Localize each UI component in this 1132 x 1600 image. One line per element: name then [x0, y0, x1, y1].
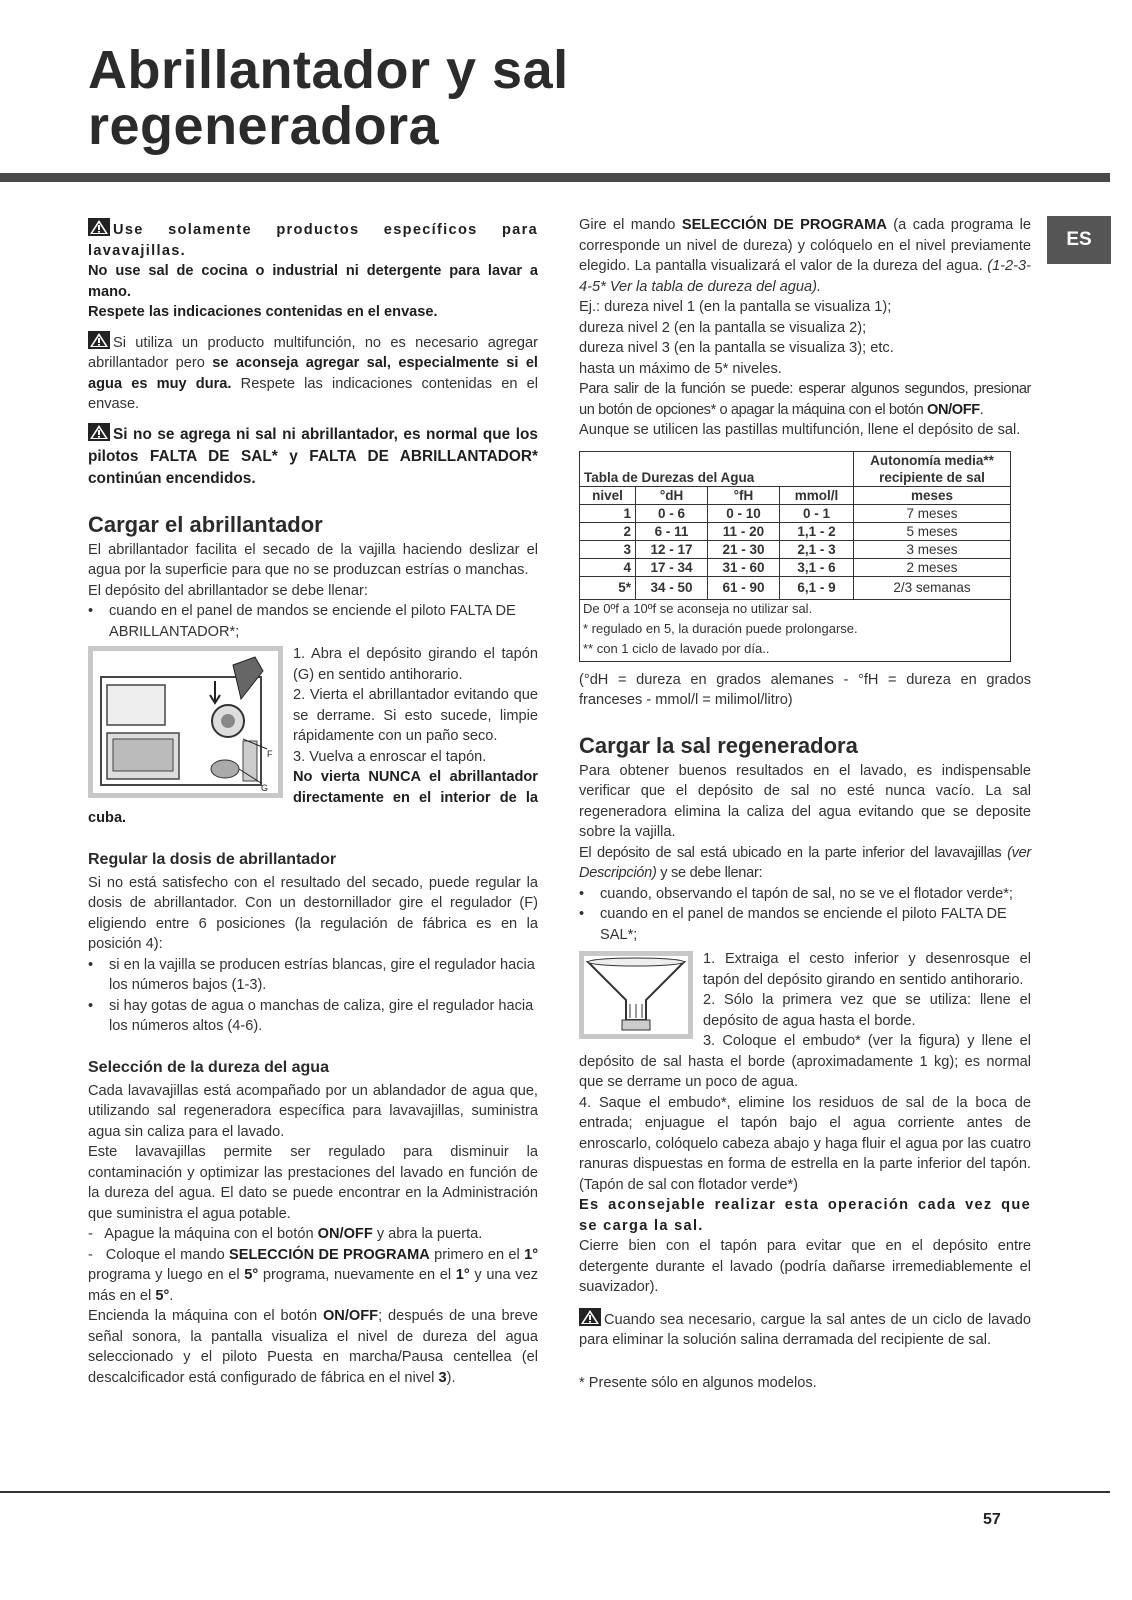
list-item: • cuando en el panel de mandos se enciende el piloto FALTA DE ABRILLANTADOR*; — [88, 601, 538, 642]
sal-step-4: 4. Saque el embudo*, elimine los residuos de sal de la boca de entrada; enjuague el tapón bajo el agua corriente antes de enroscarlo, colóquelo cabeza abajo y haga fluir el agua por las cuatro ranuras dispuestas en forma de estrella en la parte inferior del tapón. (Tapón de sal con flotador verde*) — [579, 1094, 1031, 1193]
seleccion-p2: Este lavavajillas permite ser regulado para disminuir la contaminación y optimizar las prestaciones del lavado en función de la dureza del agua. El dato se puede encontrar en la Administración que suministra el agua potable. — [88, 1144, 538, 1222]
sal-warning: Cuando sea necesario, cargue la sal antes de un ciclo de lavado para eliminar la solución salina derramada del recipiente de sal. — [579, 1308, 1031, 1351]
title-rule — [0, 173, 1110, 182]
heading-cargar-sal: Cargar la sal regeneradora — [579, 732, 858, 758]
list-item: • si hay gotas de agua o manchas de caliza, gire el regulador hacia los números altos (4-6). — [88, 996, 538, 1037]
table-notes — [579, 599, 1011, 662]
table-header: °fH — [707, 486, 779, 504]
funnel-figure — [579, 951, 693, 1039]
warning-icon — [88, 331, 110, 349]
table-header: meses — [854, 486, 1011, 504]
seleccion-p3: Encienda la máquina con el botón ON/OFF; después de una breve señal sonora, la pantalla visualiza el nivel de dureza del agua seleccionado y el piloto Puesta en marcha/Pausa centellea (el descalcificador está configurado de fábrica en el nivel 3). — [88, 1308, 538, 1386]
bottom-rule — [0, 1491, 1110, 1493]
page-title — [88, 42, 569, 154]
table-row: 3 12 - 17 21 - 30 2,1 - 3 3 meses — [580, 540, 1011, 558]
list-item: • cuando, observando el tapón de sal, no se ve el flotador verde*; — [579, 884, 1031, 905]
seleccion-step-2: - Coloque el mando SELECCIÓN DE PROGRAMA primero en el 1° programa y luego en el 5° programa, nuevamente en el 1° y una vez más en el 5°. — [88, 1246, 539, 1304]
sal-close-cap: Cierre bien con el tapón para evitar que en el depósito entre detergente durante el lavado (podría dañarse irremediablemente el suavizador). — [579, 1238, 1031, 1295]
example-3: dureza nivel 3 (en la pantalla se visualiza 3); etc. — [579, 340, 894, 356]
seleccion-p1: Cada lavavajillas está acompañado por un ablandador de agua que, utilizando sal regeneradora específica para lavavajillas, suministra agua sin caliza para el lavado. — [88, 1082, 538, 1140]
abrillantador-fill-when: El depósito del abrillantador se debe llenar: — [88, 582, 368, 599]
language-tab: ES — [1047, 216, 1111, 264]
step-3: 3. Vuelva a enroscar el tapón. — [293, 748, 487, 765]
left-column — [88, 218, 538, 1388]
autonomy-header: Autonomía media** recipiente de sal — [854, 451, 1011, 486]
warning-products-line-1: Use solamente productos específicos para lavavajillas. — [88, 222, 538, 259]
table-header: °dH — [636, 486, 708, 504]
heading-seleccion-dureza: Selección de la dureza del agua — [88, 1058, 329, 1076]
svg-text:G: G — [261, 783, 269, 793]
table-row: 4 17 - 34 31 - 60 3,1 - 6 2 meses — [580, 558, 1011, 576]
warning-icon — [88, 423, 110, 441]
right-column — [579, 215, 1031, 1393]
sal-step-2: 2. Sólo la primera vez que se utiliza: llene el depósito de agua hasta el borde. — [703, 992, 1031, 1029]
page-number: 57 — [983, 1511, 1001, 1528]
table-row: 5* 34 - 50 61 - 90 6,1 - 9 2/3 semanas — [580, 576, 1011, 599]
heading-regular-dosis: Regular la dosis de abrillantador — [88, 850, 337, 868]
warning-pilots: Si no se agrega ni sal ni abrillantador, es normal que los pilotos FALTA DE SAL* y FALTA DE ABRILLANTADOR* continúan encendidos. — [88, 423, 538, 490]
svg-text:F: F — [267, 749, 273, 759]
table-note: ** con 1 ciclo de lavado por día.. — [583, 640, 770, 656]
sal-step-1: 1. Extraiga el cesto inferior y desenrosque el tapón del depósito girando en sentido antihorario. — [703, 951, 1031, 988]
exit-function: Para salir de la función se puede: esperar algunos segundos, presionar un botón de opciones* o apagar la máquina con el botón ON/OFF. — [579, 381, 1031, 418]
sal-advice: Es aconsejable realizar esta operación cada vez que se carga la sal. — [579, 1197, 1031, 1234]
warning-icon — [579, 1308, 601, 1326]
example-2: dureza nivel 2 (en la pantalla se visualiza 2); — [579, 319, 867, 336]
step-1: 1. Abra el depósito girando el tapón (G) en sentido antihorario. — [293, 646, 538, 683]
table-row: 2 6 - 11 11 - 20 1,1 - 2 5 meses — [580, 522, 1011, 540]
sal-step-3: 3. Coloque el embudo* (ver la figura) y llene el depósito de sal hasta el borde (aproximadamente 1 kg); es normal que se derrame un poco de agua. — [579, 1033, 1031, 1090]
abrillantador-intro: El abrillantador facilita el secado de la vajilla haciendo deslizar el agua por la superficie para que no se produzcan estrías o manchas. — [88, 541, 538, 578]
table-header: mmol/l — [779, 486, 853, 504]
dispenser-illustration — [93, 651, 278, 793]
warning-products — [88, 218, 538, 323]
sal-location: El depósito de sal está ubicado en la parte inferior del lavavajillas (ver Descripción) y se debe llenar: — [579, 844, 1031, 881]
list-item: • cuando en el panel de mandos se enciende el piloto FALTA DE SAL*; — [579, 904, 1031, 945]
seleccion-step-1: - Apague la máquina con el botón ON/OFF y abra la puerta. — [88, 1226, 483, 1242]
table-note: De 0ºf a 10ºf se aconseja no utilizar sal. — [583, 600, 813, 616]
example-1: Ej.: dureza nivel 1 (en la pantalla se visualiza 1); — [579, 299, 892, 315]
heading-cargar-abrillantador: Cargar el abrillantador — [88, 511, 323, 537]
hardness-table — [579, 451, 1011, 600]
multifunction-note: Aunque se utilicen las pastillas multifunción, llene el depósito de sal. — [579, 422, 1021, 438]
units-legend: (°dH = dureza en grados alemanes - °fH = dureza en grados franceses - mmol/l = milimol/litro) — [579, 671, 1031, 708]
rinse-aid-dispenser-figure — [88, 646, 283, 798]
example-4: hasta un máximo de 5* niveles. — [579, 360, 782, 377]
warning-multifunction: Si utiliza un producto multifunción, no es necesario agregar abrillantador pero se aconseja agregar sal, especialmente si el agua es muy dura. Respete las indicaciones contenidas en el envase. — [88, 331, 538, 415]
table-header: nivel — [580, 486, 636, 504]
warning-products-line-2: No use sal de cocina o industrial ni detergente para lavar a mano. — [88, 263, 538, 300]
footnote: * Presente sólo en algunos modelos. — [579, 1374, 817, 1391]
table-header-row — [580, 486, 1011, 504]
regular-intro: Si no está satisfecho con el resultado del secado, puede regular la dosis de abrillantador. Con un destornillador gire el regulador (F) eligiendo entre 6 posiciones (la regulación de fábrica es en la posición 4): — [88, 874, 538, 952]
warning-products-line-3: Respete las indicaciones contenidas en el envase. — [88, 304, 438, 320]
funnel-illustration — [584, 956, 688, 1034]
sal-intro: Para obtener buenos resultados en el lavado, es indispensable verificar que el depósito de sal no esté nunca vacío. La sal regeneradora elimina la caliza del agua evitando que se deposite sobre la vajilla. — [579, 762, 1031, 840]
title-line-2: regeneradora — [88, 96, 440, 156]
step-2: 2. Vierta el abrillantador evitando que se derrame. Si esto sucede, limpie rápidamente con un paño seco. — [293, 687, 538, 744]
warning-icon — [88, 218, 110, 236]
table-note: * regulado en 5, la duración puede prolongarse. — [583, 620, 858, 636]
table-caption: Tabla de Durezas del Agua — [580, 451, 854, 486]
title-line-1: Abrillantador y sal — [88, 40, 569, 100]
step-warning-never-pour: No vierta NUNCA el abrillantador directamente en el interior de la cuba. — [88, 769, 538, 826]
table-row: 1 0 - 6 0 - 10 0 - 1 7 meses — [580, 504, 1011, 522]
list-item: • si en la vajilla se producen estrías blancas, gire el regulador hacia los números bajos (1-3). — [88, 955, 538, 996]
gire-mando: Gire el mando SELECCIÓN DE PROGRAMA (a cada programa le corresponde un nivel de dureza) y colóquelo en el nivel previamente elegido. La pantalla visualizará el valor de la dureza del agua. (1-2-3-4-5* Ver la tabla de dureza del agua). — [579, 217, 1032, 295]
